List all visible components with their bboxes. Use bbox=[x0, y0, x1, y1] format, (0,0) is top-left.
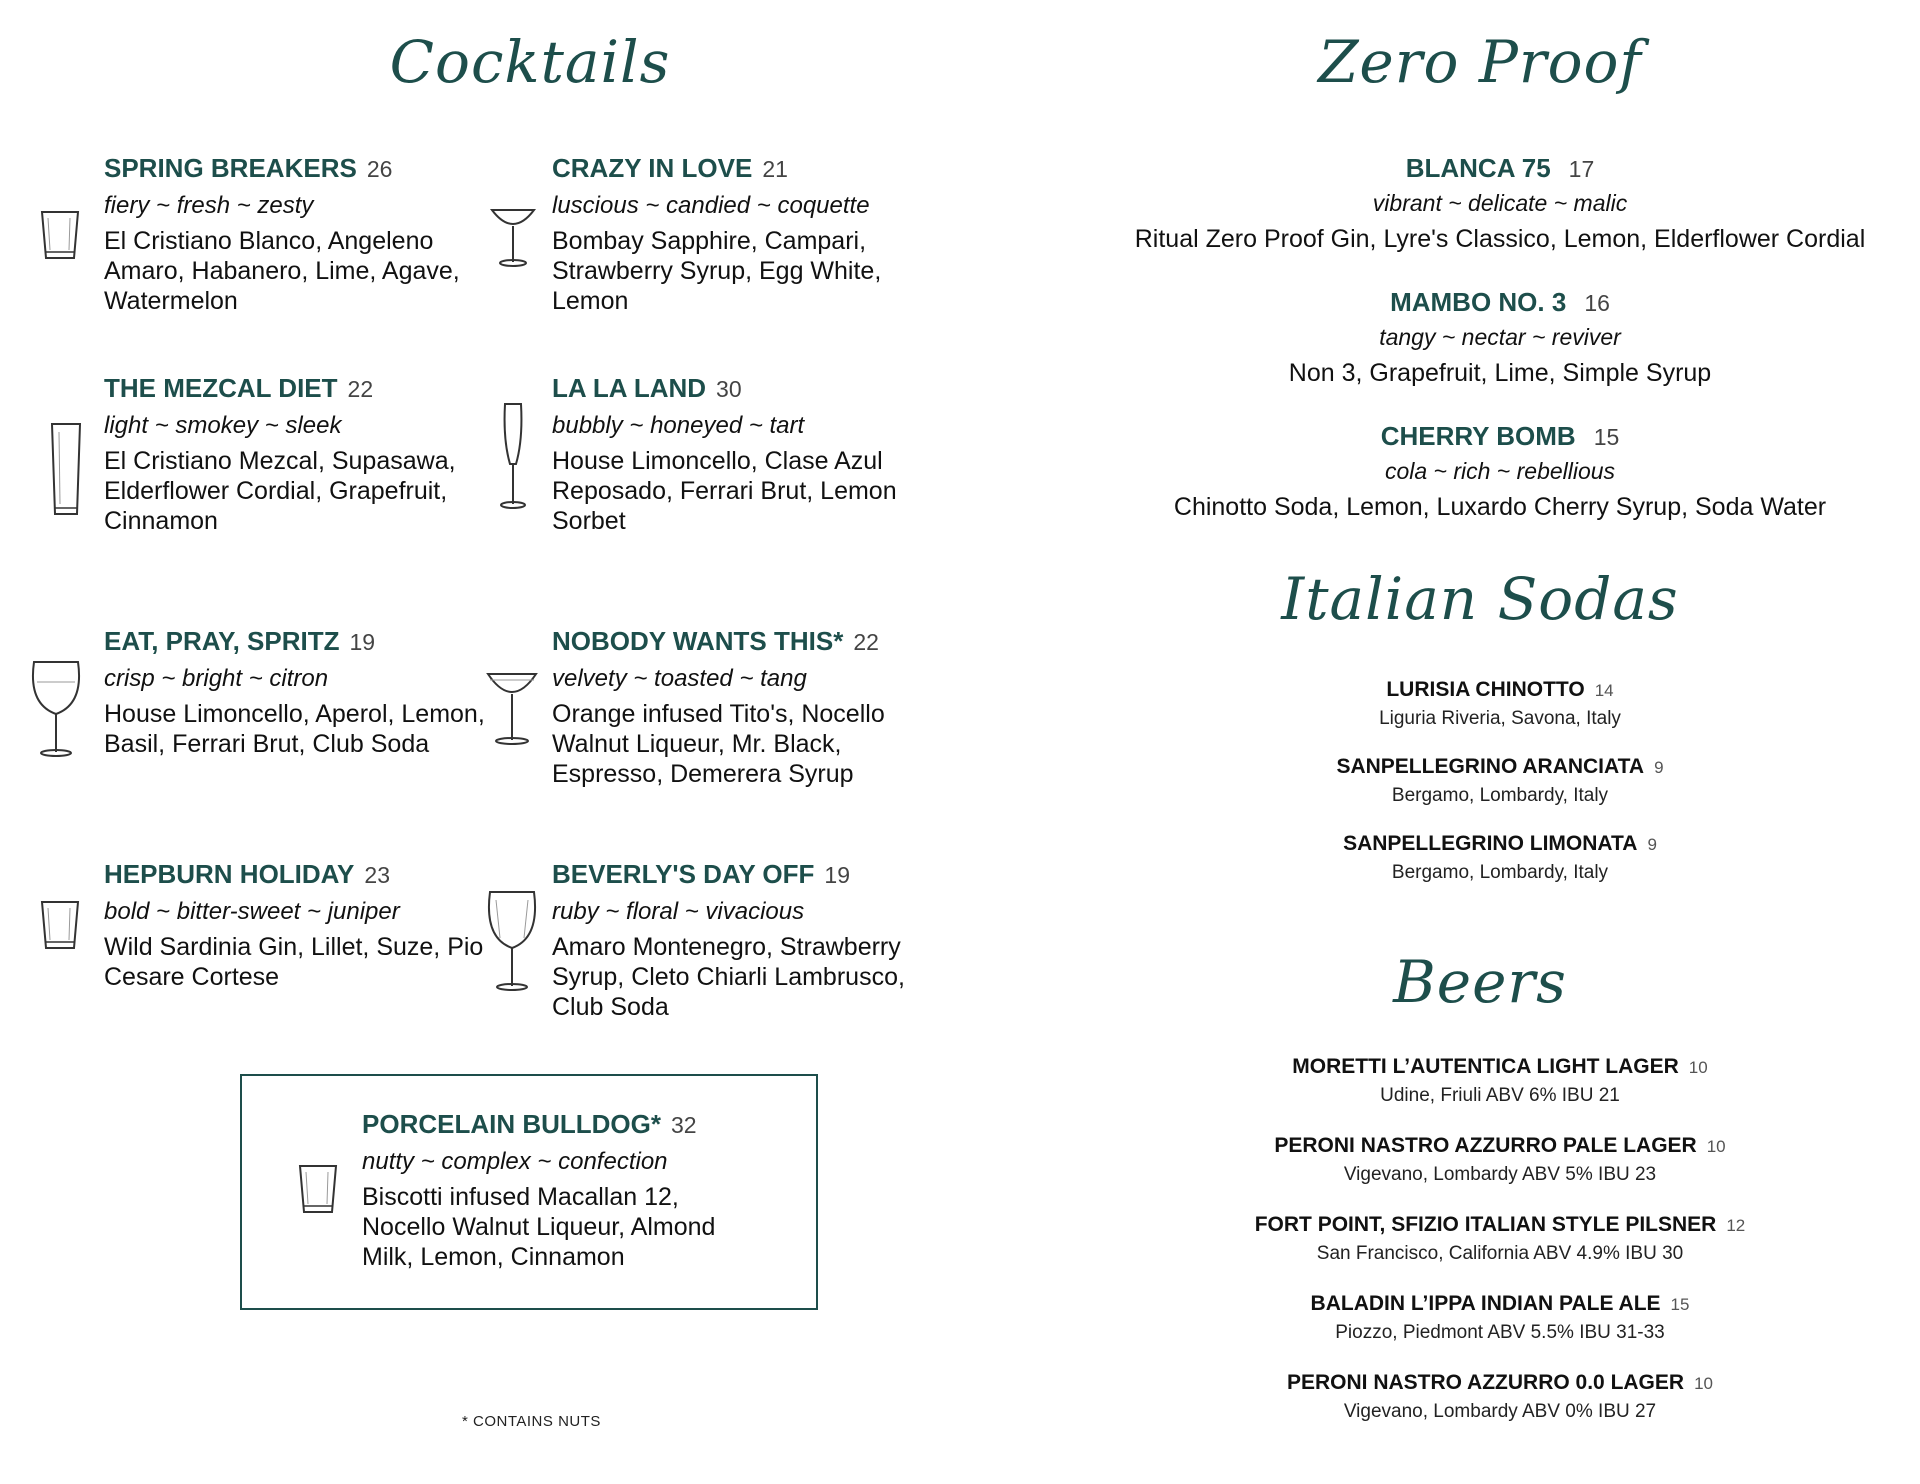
beer-item bbox=[1060, 1213, 1920, 1265]
collins-glass-icon bbox=[48, 420, 84, 520]
cocktail-price: 21 bbox=[762, 156, 788, 182]
cocktail-ingredients: El Cristiano Mezcal, Supasawa, Elderflower Cordial, Grapefruit, Cinnamon bbox=[104, 447, 456, 535]
cocktail-ingredients: House Limoncello, Clase Azul Reposado, Ferrari Brut, Lemon Sorbet bbox=[552, 447, 897, 535]
beer-price: 10 bbox=[1688, 1058, 1708, 1077]
cocktail-price: 32 bbox=[671, 1112, 697, 1138]
cocktail-item bbox=[552, 373, 952, 536]
beers-heading: Beers bbox=[1393, 948, 1567, 1016]
cocktail-item bbox=[104, 859, 504, 992]
soda-origin: Bergamo, Lombardy, Italy bbox=[1391, 862, 1609, 883]
soda-item bbox=[1060, 755, 1920, 807]
zero-proof-ingredients: Ritual Zero Proof Gin, Lyre's Classico, Lemon, Elderflower Cordial bbox=[1134, 225, 1866, 253]
soda-name: LURISIA CHINOTTO bbox=[1386, 678, 1585, 701]
cocktail-name: LA LA LAND bbox=[552, 373, 707, 403]
zero-proof-description: cola ~ rich ~ rebellious bbox=[1384, 458, 1616, 484]
zero-proof-name: CHERRY BOMB bbox=[1380, 421, 1576, 451]
cocktail-item bbox=[552, 153, 952, 316]
beer-price: 15 bbox=[1670, 1295, 1690, 1314]
beer-origin: Piozzo, Piedmont ABV 5.5% IBU 31-33 bbox=[1335, 1322, 1665, 1343]
zero-proof-price: 16 bbox=[1584, 290, 1610, 316]
cocktail-price: 22 bbox=[853, 629, 879, 655]
flute-glass-icon bbox=[494, 400, 532, 512]
cocktail-item bbox=[104, 153, 504, 316]
cocktail-name: CRAZY IN LOVE bbox=[552, 153, 753, 183]
beer-origin: San Francisco, California ABV 4.9% IBU 30 bbox=[1316, 1243, 1684, 1264]
italian-sodas-heading: Italian Sodas bbox=[1281, 565, 1679, 633]
beer-item bbox=[1060, 1055, 1920, 1107]
zero-proof-price: 17 bbox=[1568, 156, 1595, 182]
cocktail-price: 19 bbox=[824, 862, 851, 888]
zero-proof-ingredients: Chinotto Soda, Lemon, Luxardo Cherry Syrup, Soda Water bbox=[1173, 493, 1827, 521]
beer-name: FORT POINT, SFIZIO ITALIAN STYLE PILSNER bbox=[1254, 1213, 1717, 1236]
cocktail-description: nutty ~ complex ~ confection bbox=[362, 1148, 668, 1175]
cocktail-ingredients: Amaro Montenegro, Strawberry Syrup, Cleto Chiarli Lambrusco, Club Soda bbox=[552, 933, 905, 1021]
cocktail-description: light ~ smokey ~ sleek bbox=[104, 412, 342, 439]
featured-cocktail bbox=[362, 1109, 762, 1272]
cocktail-ingredients: Wild Sardinia Gin, Lillet, Suze, Pio Cesare Cortese bbox=[104, 933, 484, 991]
rocks-glass-icon bbox=[36, 208, 84, 262]
beer-item bbox=[1060, 1371, 1920, 1423]
zero-proof-ingredients: Non 3, Grapefruit, Lime, Simple Syrup bbox=[1288, 359, 1712, 387]
beer-price: 10 bbox=[1694, 1374, 1713, 1393]
coupe-glass-icon bbox=[488, 204, 538, 268]
wine-glass-icon bbox=[28, 656, 84, 760]
soda-price: 14 bbox=[1594, 681, 1614, 700]
beer-item bbox=[1060, 1292, 1920, 1344]
cocktail-price: 19 bbox=[349, 629, 376, 655]
cocktail-ingredients: Orange infused Tito's, Nocello Walnut Liqueur, Mr. Black, Espresso, Demerera Syrup bbox=[552, 700, 885, 788]
cocktail-item bbox=[552, 626, 952, 789]
nuts-footnote: * CONTAINS NUTS bbox=[462, 1413, 601, 1430]
soda-item bbox=[1060, 832, 1920, 884]
cocktail-ingredients: House Limoncello, Aperol, Lemon, Basil, Ferrari Brut, Club Soda bbox=[104, 700, 485, 758]
cocktail-description: bubbly ~ honeyed ~ tart bbox=[552, 412, 805, 439]
soda-price: 9 bbox=[1647, 835, 1657, 854]
cocktail-description: ruby ~ floral ~ vivacious bbox=[552, 898, 805, 925]
soda-name: SANPELLEGRINO ARANCIATA bbox=[1336, 755, 1645, 778]
soda-origin: Bergamo, Lombardy, Italy bbox=[1391, 785, 1609, 806]
cocktail-item bbox=[104, 373, 504, 536]
soda-origin: Liguria Riveria, Savona, Italy bbox=[1379, 708, 1621, 729]
zero-proof-item bbox=[1060, 421, 1920, 522]
beer-item bbox=[1060, 1134, 1920, 1186]
cocktail-description: velvety ~ toasted ~ tang bbox=[552, 665, 807, 692]
zero-proof-item bbox=[1060, 287, 1920, 388]
cocktail-description: fiery ~ fresh ~ zesty bbox=[104, 192, 314, 219]
cocktail-ingredients: Biscotti infused Macallan 12, Nocello Walnut Liqueur, Almond Milk, Lemon, Cinnamon bbox=[362, 1183, 716, 1271]
beer-origin: Vigevano, Lombardy ABV 5% IBU 23 bbox=[1343, 1164, 1657, 1185]
beer-origin: Udine, Friuli ABV 6% IBU 21 bbox=[1380, 1085, 1620, 1106]
wine-glass-icon bbox=[484, 886, 540, 994]
cocktail-ingredients: El Cristiano Blanco, Angeleno Amaro, Habanero, Lime, Agave, Watermelon bbox=[104, 227, 460, 315]
zero-proof-description: tangy ~ nectar ~ reviver bbox=[1379, 324, 1621, 350]
beer-price: 10 bbox=[1706, 1137, 1726, 1156]
zero-proof-price: 15 bbox=[1593, 424, 1620, 450]
zero-proof-heading: Zero Proof bbox=[1318, 28, 1642, 96]
cocktail-description: luscious ~ candied ~ coquette bbox=[552, 192, 870, 219]
cocktail-item bbox=[552, 859, 952, 1022]
cocktail-name: EAT, PRAY, SPRITZ bbox=[104, 626, 340, 656]
coupe-glass-icon bbox=[484, 666, 540, 748]
cocktail-price: 26 bbox=[366, 156, 393, 182]
cocktail-name: THE MEZCAL DIET bbox=[104, 373, 338, 403]
beer-name: PERONI NASTRO AZZURRO 0.0 LAGER bbox=[1286, 1371, 1685, 1394]
cocktail-ingredients: Bombay Sapphire, Campari, Strawberry Syrup, Egg White, Lemon bbox=[552, 227, 882, 315]
cocktail-description: crisp ~ bright ~ citron bbox=[104, 665, 329, 692]
zero-proof-item bbox=[1060, 153, 1920, 254]
cocktail-name: SPRING BREAKERS bbox=[104, 153, 357, 183]
rocks-glass-icon bbox=[36, 898, 84, 952]
beer-name: BALADIN L’IPPA INDIAN PALE ALE bbox=[1310, 1292, 1661, 1315]
cocktail-name: HEPBURN HOLIDAY bbox=[104, 859, 355, 889]
soda-item bbox=[1060, 678, 1920, 730]
zero-proof-description: vibrant ~ delicate ~ malic bbox=[1372, 190, 1628, 216]
beer-price: 12 bbox=[1726, 1216, 1746, 1235]
zero-proof-name: BLANCA 75 bbox=[1405, 153, 1551, 183]
cocktail-name: BEVERLY'S DAY OFF bbox=[552, 859, 815, 889]
cocktail-item bbox=[104, 626, 504, 759]
cocktail-description: bold ~ bitter-sweet ~ juniper bbox=[104, 898, 400, 925]
cocktail-name: PORCELAIN BULLDOG* bbox=[362, 1109, 661, 1139]
zero-proof-name: MAMBO NO. 3 bbox=[1390, 287, 1567, 317]
cocktails-heading: Cocktails bbox=[389, 28, 671, 96]
soda-name: SANPELLEGRINO LIMONATA bbox=[1343, 832, 1638, 855]
cocktail-name: NOBODY WANTS THIS* bbox=[552, 626, 844, 656]
cocktail-price: 22 bbox=[347, 376, 374, 402]
cocktail-price: 30 bbox=[716, 376, 742, 402]
beer-name: MORETTI L’AUTENTICA LIGHT LAGER bbox=[1292, 1055, 1679, 1078]
beer-name: PERONI NASTRO AZZURRO PALE LAGER bbox=[1274, 1134, 1697, 1157]
rocks-glass-icon bbox=[294, 1162, 342, 1216]
cocktail-price: 23 bbox=[364, 862, 390, 888]
soda-price: 9 bbox=[1654, 758, 1664, 777]
beer-origin: Vigevano, Lombardy ABV 0% IBU 27 bbox=[1343, 1401, 1657, 1422]
